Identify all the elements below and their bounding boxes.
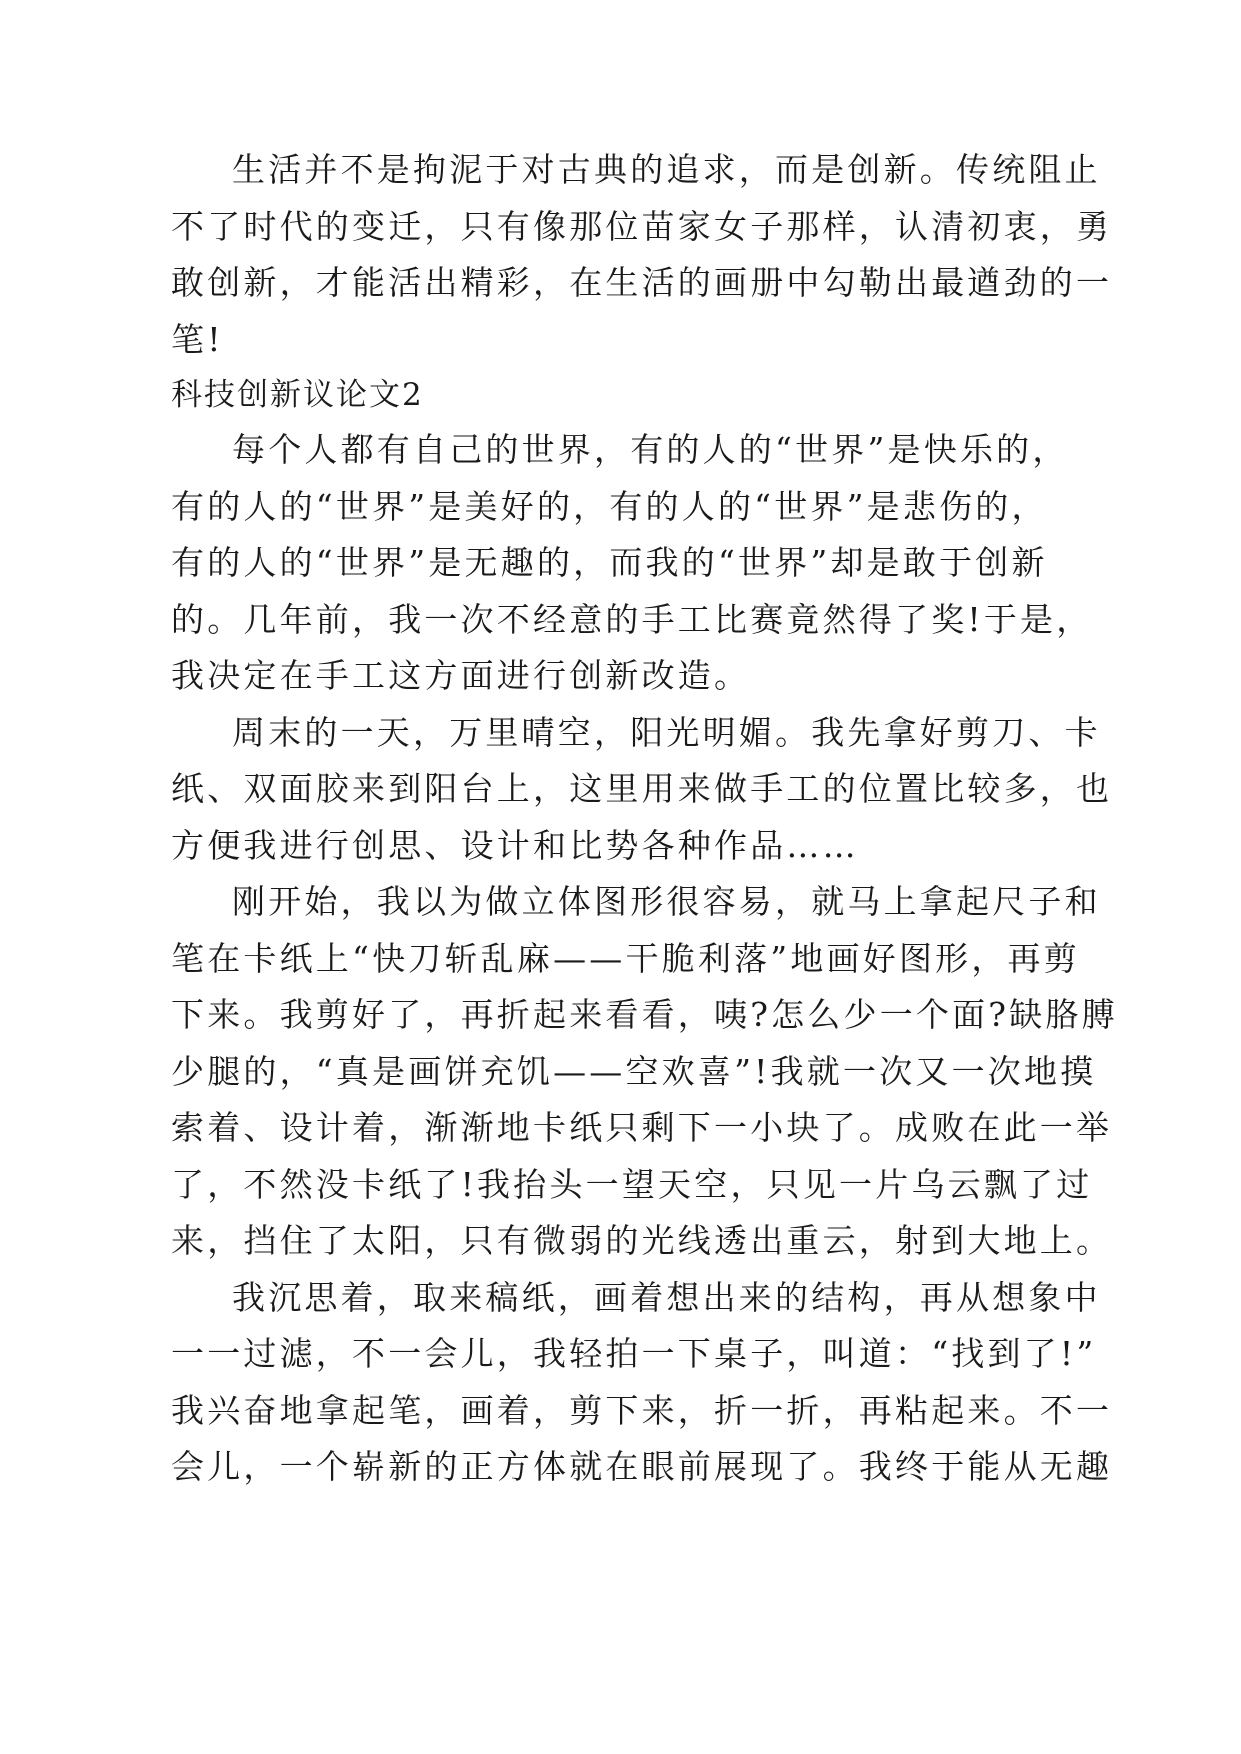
paragraph-line: 我兴奋地拿起笔，画着，剪下来，折一折，再粘起来。不一	[171, 1391, 1113, 1430]
paragraph-line: 纸、双面胶来到阳台上，这里用来做手工的位置比较多，也	[171, 769, 1113, 808]
paragraph-line: 敢创新，才能活出精彩，在生活的画册中勾勒出最遒劲的一	[171, 263, 1113, 302]
paragraph-line: 少腿的，“真是画饼充饥——空欢喜”!我就一次又一次地摸	[171, 1052, 1097, 1091]
paragraph-line: 笔在卡纸上“快刀斩乱麻——干脆利落”地画好图形，再剪	[171, 939, 1080, 978]
paragraph-line: 来，挡住了太阳，只有微弱的光线透出重云，射到大地上。	[171, 1221, 1113, 1260]
paragraph-line: 我沉思着，取来稿纸，画着想出来的结构，再从想象中	[232, 1278, 1101, 1317]
paragraph-line: 一一过滤，不一会儿，我轻拍一下桌子，叫道：“找到了!”	[171, 1334, 1097, 1373]
paragraph-line: 索着、设计着，渐渐地卡纸只剩下一小块了。成败在此一举	[171, 1108, 1113, 1147]
paragraph-line: 我决定在手工这方面进行创新改造。	[171, 656, 751, 695]
section-heading: 科技创新议论文2	[171, 377, 424, 413]
paragraph-line: 的。几年前，我一次不经意的手工比赛竟然得了奖!于是，	[171, 600, 1093, 639]
paragraph-line: 每个人都有自己的世界，有的人的“世界”是快乐的，	[232, 430, 1069, 469]
paragraph-line: 周末的一天，万里晴空，阳光明媚。我先拿好剪刀、卡	[232, 713, 1101, 752]
paragraph-line: 有的人的“世界”是无趣的，而我的“世界”却是敢于创新	[171, 543, 1048, 582]
paragraph-line: 笔!	[171, 320, 224, 359]
paragraph-line: 了，不然没卡纸了!我抬头一望天空，只见一片乌云飘了过	[171, 1165, 1093, 1204]
paragraph-line: 有的人的“世界”是美好的，有的人的“世界”是悲伤的，	[171, 487, 1048, 526]
paragraph-line: 下来。我剪好了，再折起来看看，咦?怎么少一个面?缺胳膊	[171, 995, 1118, 1034]
paragraph-line: 刚开始，我以为做立体图形很容易，就马上拿起尺子和	[232, 882, 1101, 921]
paragraph-line: 生活并不是拘泥于对古典的追求，而是创新。传统阻止	[232, 150, 1101, 189]
paragraph-line: 方便我进行创思、设计和比势各种作品……	[171, 826, 859, 865]
paragraph-line: 会儿，一个崭新的正方体就在眼前展现了。我终于能从无趣	[171, 1447, 1113, 1486]
paragraph-line: 不了时代的变迁，只有像那位苗家女子那样，认清初衷，勇	[171, 207, 1113, 246]
